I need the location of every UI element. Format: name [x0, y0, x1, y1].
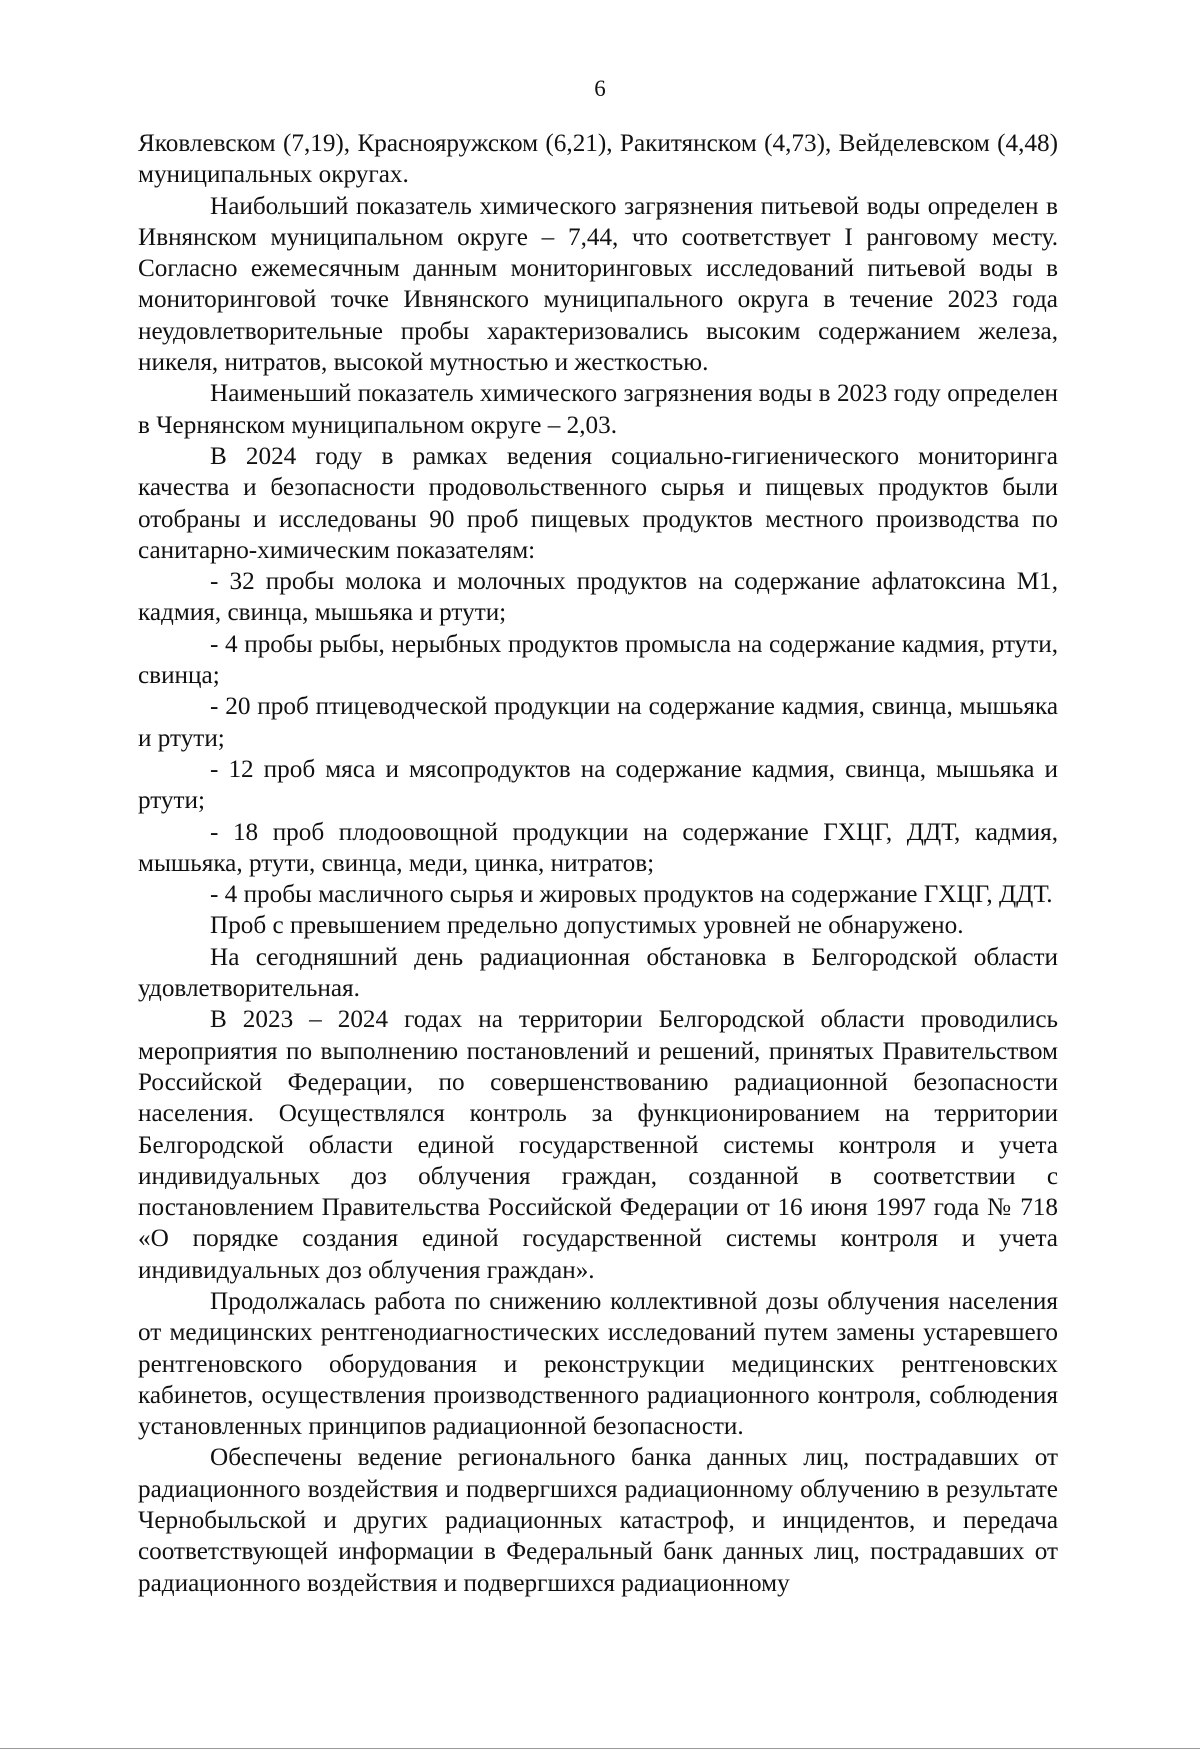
list-item-poultry-samples: - 20 проб птицеводческой продукции на содержание кадмия, свинца, мышьяка и ртути;: [138, 693, 1058, 752]
body-text: [138, 128, 1058, 1599]
paragraph-no-exceedance: Проб с превышением предельно допустимых уровней не обнаружено.: [210, 912, 964, 940]
bottom-rule: [0, 1748, 1200, 1749]
paragraph-radiation-measures: В 2023 – 2024 годах на территории Белгородской области проводились мероприятия по выполнению постановлений и решений, принятых Правительством Российской Федерации, по совершенствованию радиационной безопасности населения. Осуществлялся контроль за функционированием на территории Белгородской области единой государственной системы контроля и учета индивидуальных доз облучения граждан, созданной в соответствии с постановлением Правительства Российской Федерации от 16 июня 1997 года № 718 «О порядке создания единой государственной системы контроля и учета индивидуальных доз облучения граждан».: [138, 1006, 1058, 1284]
paragraph-continuation: Яковлевском (7,19), Краснояружском (6,21), Ракитянском (4,73), Вейделевском (4,48) муниципальных округах.: [138, 130, 1058, 189]
list-item-milk-samples: - 32 пробы молока и молочных продуктов на содержание афлатоксина М1, кадмия, свинца, мышьяка и ртути;: [138, 568, 1058, 627]
paragraph-min-chemical-pollution: Наименьший показатель химического загрязнения воды в 2023 году определен в Чернянском муниципальном округе – 2,03.: [138, 380, 1058, 439]
list-item-meat-samples: - 12 проб мяса и мясопродуктов на содержание кадмия, свинца, мышьяка и ртути;: [138, 755, 1058, 815]
list-item-vegetable-samples: - 18 проб плодоовощной продукции на содержание ГХЦГ, ДДТ, кадмия, мышьяка, ртути, свинца, меди, цинка, нитратов;: [138, 818, 1058, 877]
paragraph-max-chemical-pollution: Наибольший показатель химического загрязнения питьевой воды определен в Ивнянском муниципальном округе – 7,44, что соответствует I ранговому месту. Согласно ежемесячным данным мониторинговых исследований питьевой воды в мониторинговой точке Ивнянского муниципального округа в течение 2023 года неудовлетворительные пробы характеризовались высоким содержанием железа, никеля, нитратов, высокой мутностью и жесткостью.: [138, 192, 1058, 377]
paragraph-radiation-situation: На сегодняшний день радиационная обстановка в Белгородской области удовлетворительная.: [138, 943, 1058, 1003]
list-item-oil-samples: - 4 пробы масличного сырья и жировых продуктов на содержание ГХЦГ, ДДТ.: [210, 881, 1053, 909]
paragraph-regional-data-bank: Обеспечены ведение регионального банка данных лиц, пострадавших от радиационного воздействия и подвергшихся радиационному облучению в результате Чернобыльской и других радиационных катастроф, и инцидентов, и передача соответствующей информации в Федеральный банк данных лиц, пострадавших от радиационного воздействия и подвергшихся радиационному: [138, 1444, 1058, 1597]
paragraph-food-monitoring-intro: В 2024 году в рамках ведения социально-гигиенического мониторинга качества и безопасности продовольственного сырья и пищевых продуктов были отобраны и исследованы 90 проб пищевых продуктов местного производства по санитарно-химическим показателям:: [138, 442, 1058, 564]
page-number: 6: [594, 76, 606, 101]
paragraph-dose-reduction: Продолжалась работа по снижению коллективной дозы облучения населения от медицинских рентгенодиагностических исследований путем замены устаревшего рентгеновского оборудования и реконструкции медицинских рентгеновских кабинетов, осуществления производственного радиационного контроля, соблюдения установленных принципов радиационной безопасности.: [138, 1287, 1058, 1441]
list-item-fish-samples: - 4 пробы рыбы, нерыбных продуктов промысла на содержание кадмия, ртути, свинца;: [138, 630, 1058, 690]
